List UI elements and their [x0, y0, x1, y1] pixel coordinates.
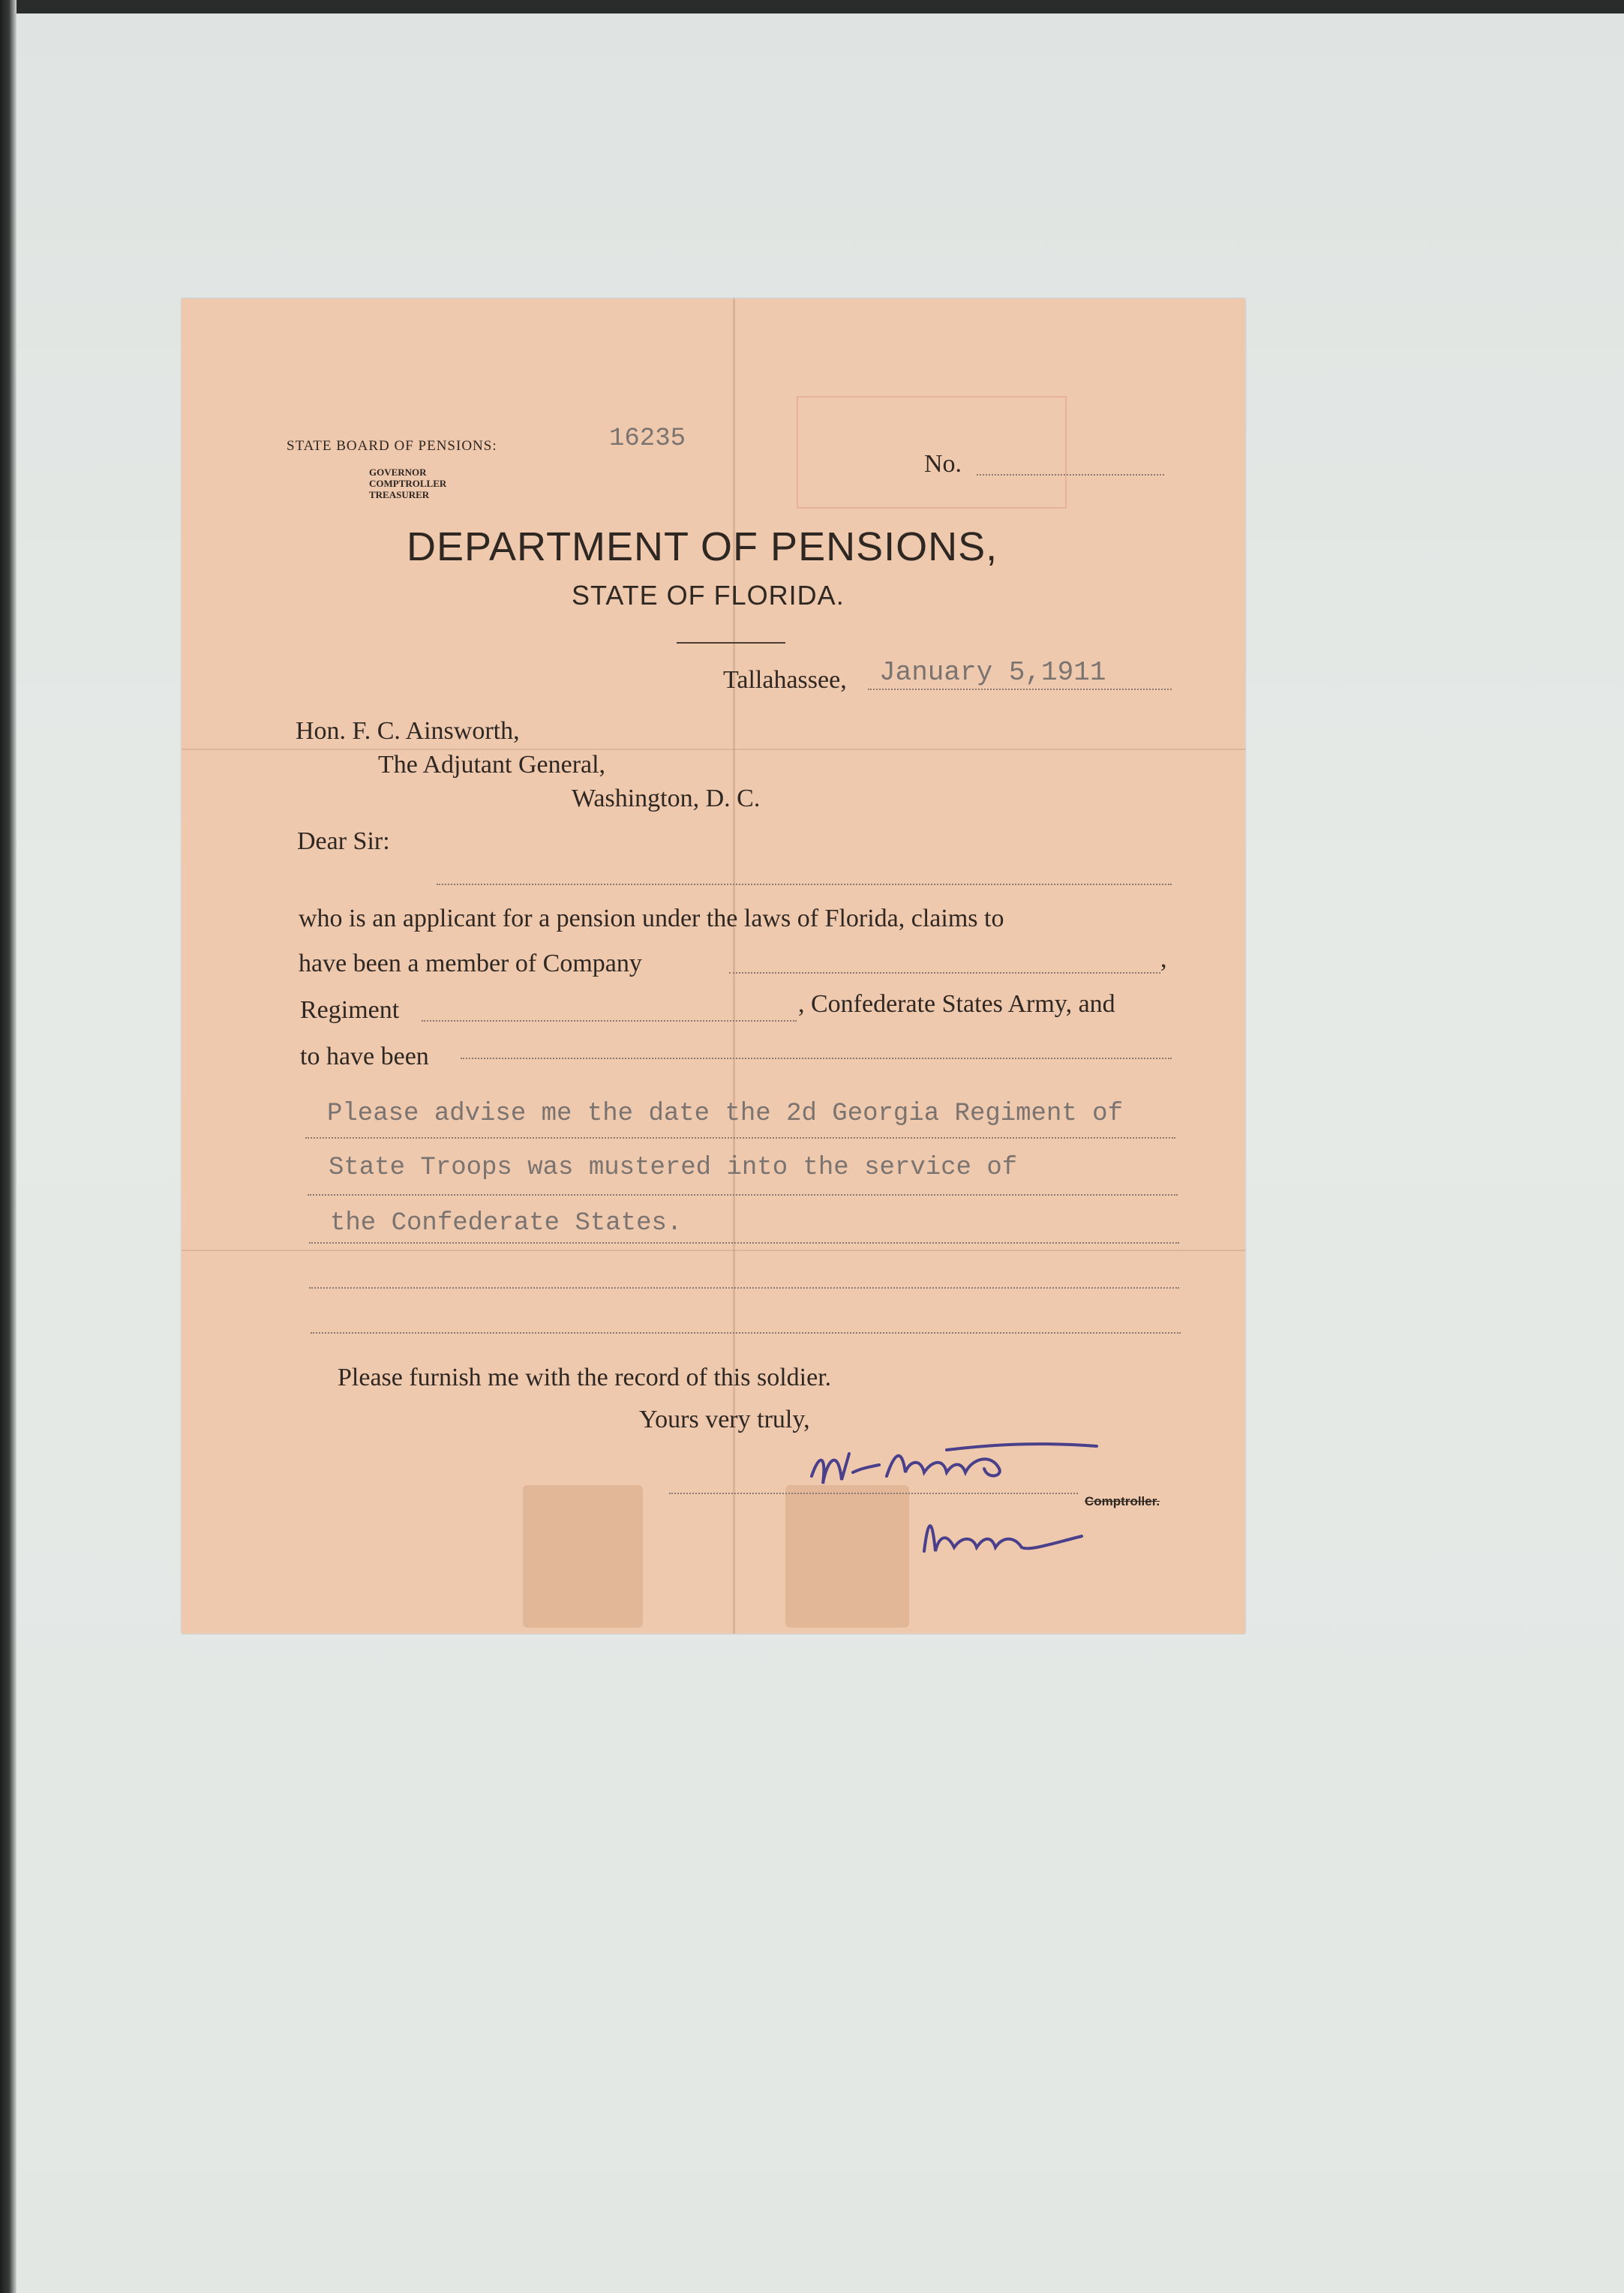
board-member-comptroller: COMPTROLLER: [369, 478, 447, 489]
ruled-line: [308, 1194, 1178, 1196]
body-line-applicant: who is an applicant for a pension under the laws of Florida, claims to: [299, 905, 1004, 932]
board-member-governor: GOVERNOR: [369, 467, 427, 478]
dateline-date: January 5,1911: [879, 657, 1106, 688]
paper-stain: [523, 1485, 643, 1628]
horizontal-fold-line: [182, 1250, 1245, 1251]
board-members: [369, 467, 446, 500]
addressee-city: Washington, D. C.: [572, 785, 761, 812]
comptroller-label: Comptroller.: [1085, 1494, 1160, 1508]
state-title: STATE OF FLORIDA.: [572, 580, 845, 611]
number-field-line: [977, 474, 1164, 476]
regiment-field-line: [422, 1020, 797, 1022]
scanner-top-edge: [0, 0, 1624, 14]
horizontal-fold-line: [182, 749, 1245, 750]
file-number: 16235: [609, 425, 686, 453]
ruled-line: [305, 1137, 1175, 1139]
company-field-line: [729, 972, 1160, 974]
department-title: DEPARTMENT OF PENSIONS,: [407, 524, 998, 569]
pension-letter-paper: [182, 299, 1245, 1634]
body-line-regiment-end: , Confederate States Army, and: [798, 990, 1115, 1018]
ruled-line: [309, 1287, 1179, 1289]
company-comma: ,: [1160, 945, 1167, 973]
title-rule: [677, 642, 785, 644]
body-line-company-label: have been a member of Company: [299, 950, 642, 977]
addressee-name: Hon. F. C. Ainsworth,: [296, 717, 520, 745]
number-label: No.: [924, 450, 962, 478]
typed-line-3: the Confederate States.: [330, 1209, 683, 1238]
record-request: Please furnish me with the record of this soldier.: [338, 1364, 832, 1391]
ruled-line: [311, 1332, 1181, 1334]
salutation: Dear Sir:: [297, 827, 390, 855]
service-field-line: [461, 1058, 1172, 1059]
ruled-line: [309, 1242, 1179, 1244]
body-line-service-label: to have been: [300, 1043, 429, 1070]
closing: Yours very truly,: [639, 1406, 810, 1433]
typed-line-1: Please advise me the date the 2d Georgia Regiment of: [327, 1100, 1123, 1128]
board-label: STATE BOARD OF PENSIONS:: [287, 438, 497, 454]
applicant-name-line: [437, 884, 1172, 885]
dateline-place: Tallahassee,: [723, 666, 847, 694]
board-member-treasurer: TREASURER: [369, 489, 430, 500]
body-line-regiment-label: Regiment: [300, 996, 400, 1024]
handwritten-signature: [797, 1431, 1172, 1611]
scanner-left-edge: [0, 0, 17, 2293]
typed-line-2: State Troops was mustered into the service of: [329, 1154, 1018, 1182]
date-field-line: [868, 689, 1172, 690]
addressee-title: The Adjutant General,: [378, 751, 606, 779]
